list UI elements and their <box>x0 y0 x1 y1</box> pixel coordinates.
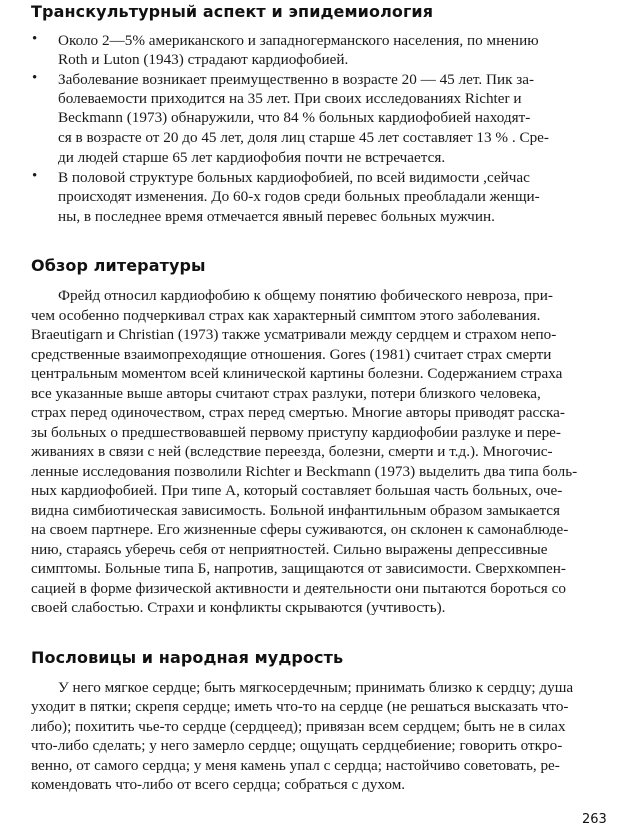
text-line: Beckmann (1973) обнаружили, что 84 % больных кардиофобией находят- <box>58 109 531 126</box>
text-line: Roth и Luton (1943) страдают кардиофобией. <box>58 51 349 68</box>
text-line: ных кардиофобией. При типе А, который составляет большая часть больных, оче- <box>31 482 563 499</box>
text-line: страх перед одиночеством, страх перед смертью. Многие авторы приводят расска- <box>31 404 565 421</box>
text-line: живаниях в связи с ней (вследствие переезда, болезни, смерти и т.д.). Многочис- <box>31 443 553 460</box>
text-line: на своем партнере. Его жизненные сферы суживаются, он склонен к самонаблюде- <box>31 521 569 538</box>
text-line: своей слабостью. Страхи и конфликты скрываются (учтивость). <box>31 599 446 616</box>
text-line: ленные исследования позволили Richter и Beckmann (1973) выделить два типа боль- <box>31 463 578 480</box>
text-line: либо); похитить чье-то сердце (сердцеед); привязан всем сердцем; быть не в силах <box>31 718 566 735</box>
text-line: Около 2—5% американского и западногерманского населения, по мнению <box>58 32 539 49</box>
bullet-marker: • <box>32 168 38 184</box>
text-line: нию, стараясь уберечь себя от неприятностей. Сильно выражены депрессивные <box>31 541 548 558</box>
text-line: что-либо сделать; у него замерло сердце; ощущать сердцебиение; говорить откро- <box>31 737 563 754</box>
section-heading-proverbs: Пословицы и народная мудрость <box>31 648 344 667</box>
text-line: центральным моментом всей клинической картины болезни. Содержанием страха <box>31 365 563 382</box>
text-line: средственные взаимопреходящие отношения. Gores (1981) считает страх смерти <box>31 346 552 363</box>
text-line: все указанные выше авторы считают страх разлуки, потери близкого человека, <box>31 385 541 402</box>
text-line: видна симбиотическая зависимость. Больной инфантильным образом замыкается <box>31 502 560 519</box>
text-line: Braeutigarn и Christian (1973) также усматривали между сердцем и страхом непо- <box>31 326 557 343</box>
text-line: венно, от самого сердца; у меня камень упал с сердца; настойчиво советовать, ре- <box>31 757 560 774</box>
text-line: болеваемости приходится на 35 лет. При своих исследованиях Richter и <box>58 90 522 107</box>
text-line: Фрейд относил кардиофобию к общему понятию фобического невроза, при- <box>58 287 553 304</box>
text-line: зы больных о предшествовавшей первому приступу кардиофобии разлуке и пере- <box>31 424 561 441</box>
text-line: Заболевание возникает преимущественно в возрасте 20 — 45 лет. Пик за- <box>58 71 535 88</box>
page-number: 263 <box>582 812 607 827</box>
text-line: уходит в пятки; скрепя сердце; иметь что-то на сердце (не решаться высказать что- <box>31 698 569 715</box>
text-line: ди людей старше 65 лет кардиофобия почти не встречается. <box>58 149 446 166</box>
text-line: сацией в форме физической активности и деятельности они пытаются бороться со <box>31 580 566 597</box>
section-heading-literature-review: Обзор литературы <box>31 256 206 275</box>
text-line: симптомы. Больные типа Б, напротив, защищаются от зависимости. Сверхкомпен- <box>31 560 566 577</box>
text-line: ны, в последнее время отмечается явный перевес больных мужчин. <box>58 208 495 225</box>
section-heading-epidemiology: Транскультурный аспект и эпидемиология <box>31 2 434 21</box>
text-line: В половой структуре больных кардиофобией, по всей видимости ,сейчас <box>58 169 530 186</box>
bullet-marker: • <box>32 31 38 47</box>
text-line: комендовать что-либо от всего сердца; собраться с духом. <box>31 776 406 793</box>
text-line: ся в возрасте от 20 до 45 лет, доля лиц старше 45 лет составляет 13 % . Сре- <box>58 129 549 146</box>
text-line: чем особенно подчеркивал страх как характерный симптом этого заболевания. <box>31 307 541 324</box>
text-line: происходят изменения. До 60-х годов среди больных преобладали женщи- <box>58 188 540 205</box>
bullet-marker: • <box>32 70 38 86</box>
text-line: У него мягкое сердце; быть мягкосердечным; принимать близко к сердцу; душа <box>58 679 574 696</box>
